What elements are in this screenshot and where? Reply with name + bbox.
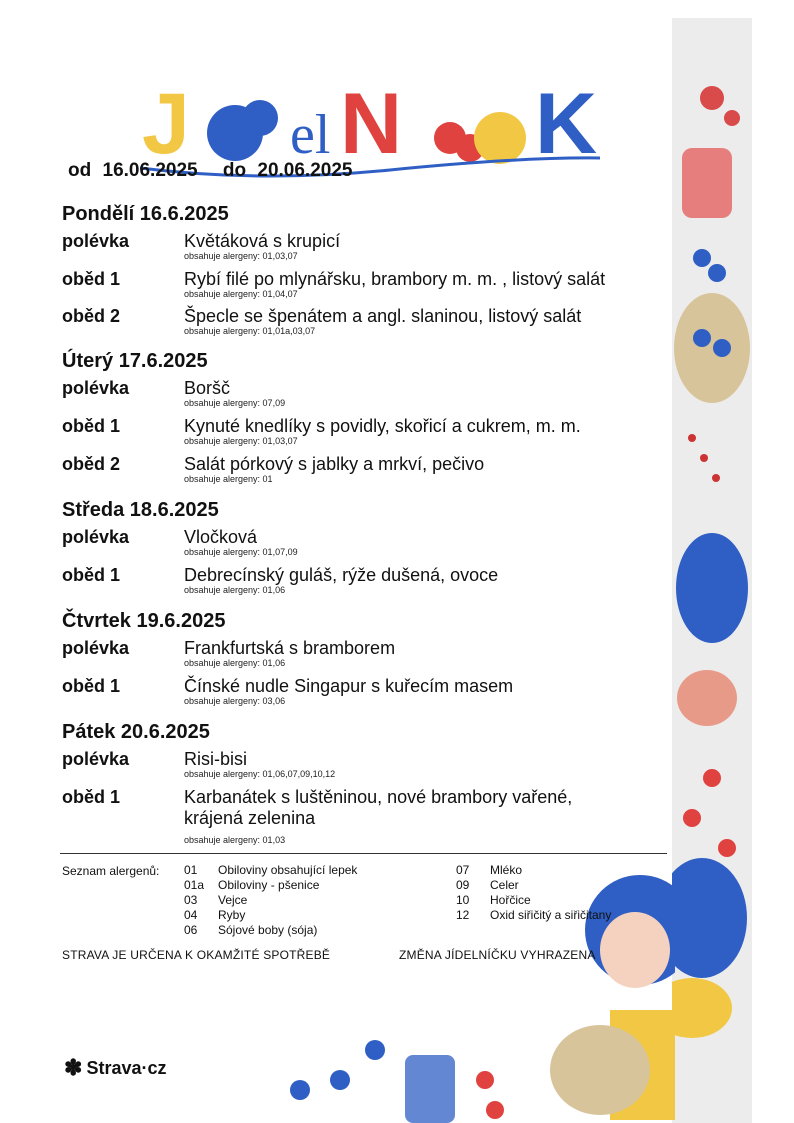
meal-label: oběd 1	[62, 565, 121, 585]
meal-allergens: obsahuje alergeny: 01,03	[184, 835, 286, 845]
meal-label: polévka	[62, 231, 130, 251]
meal-label: oběd 2	[62, 454, 121, 474]
day-title: Čtvrtek 19.6.2025	[62, 610, 226, 632]
meal-name: Kynuté knedlíky s povidly, skořicí a cukrem, m. m.	[184, 416, 581, 436]
meal-name: Boršč	[184, 378, 231, 398]
meal-name: Karbanátek s luštěninou, nové brambory vařené, krájená zelenina	[184, 787, 573, 828]
allergen-list-title: Seznam alergenů:	[62, 864, 160, 878]
svg-text:J: J	[142, 76, 190, 172]
meal-name: Frankfurtská s bramborem	[184, 638, 396, 658]
day-title: Pondělí 16.6.2025	[62, 203, 229, 225]
meal-allergens: obsahuje alergeny: 01,03,07	[184, 251, 298, 261]
flower-icon: ✽	[64, 1055, 83, 1080]
meal-name: Čínské nudle Singapur s kuřecím masem	[184, 676, 514, 696]
meal-allergens: obsahuje alergeny: 01,07,09	[184, 547, 298, 557]
day-title: Úterý 17.6.2025	[62, 350, 208, 372]
meal-name: Risi-bisi	[184, 749, 247, 769]
meal-name: Salát pórkový s jablky a mrkví, pečivo	[184, 454, 485, 474]
allergen-name: Vejce	[218, 893, 248, 907]
day-title: Středa 18.6.2025	[62, 499, 219, 521]
svg-text:el: el	[290, 104, 331, 166]
allergen-code: 09	[456, 878, 470, 892]
allergen-name: Ryby	[218, 908, 246, 922]
divider	[60, 853, 667, 854]
meal-allergens: obsahuje alergeny: 01,04,07	[184, 289, 298, 299]
from-label: od	[68, 160, 92, 181]
meal-label: oběd 1	[62, 416, 121, 436]
meal-label: polévka	[62, 378, 130, 398]
meal-name: Debrecínský guláš, rýže dušená, ovoce	[184, 565, 499, 585]
brand-name: Strava·cz	[86, 1057, 167, 1078]
meal-allergens: obsahuje alergeny: 03,06	[184, 696, 286, 706]
allergen-code: 10	[456, 893, 470, 907]
meal-allergens: obsahuje alergeny: 01,06	[184, 658, 286, 668]
allergen-code: 12	[456, 908, 470, 922]
meal-label: oběd 1	[62, 787, 121, 807]
meal-name: Rybí filé po mlynářsku, brambory m. m. , listový salát	[184, 269, 606, 289]
meal-allergens: obsahuje alergeny: 07,09	[184, 398, 286, 408]
from-date: 16.06.2025	[102, 160, 198, 181]
meal-label: oběd 2	[62, 306, 121, 326]
svg-text:K: K	[535, 76, 598, 172]
meal-allergens: obsahuje alergeny: 01,01a,03,07	[184, 326, 316, 336]
meal-allergens: obsahuje alergeny: 01,03,07	[184, 436, 298, 446]
meal-label: oběd 1	[62, 676, 121, 696]
allergen-name: Obiloviny obsahující lepek	[218, 863, 358, 877]
menu-change-note: ZMĚNA JÍDELNÍČKU VYHRAZENA	[399, 948, 596, 962]
allergen-code: 01	[184, 863, 198, 877]
date-range	[68, 160, 358, 182]
allergen-name: Oxid siřičitý a siřičitany	[490, 908, 612, 922]
allergen-code: 07	[456, 863, 470, 877]
meal-label: oběd 1	[62, 269, 121, 289]
decorative-illustration	[672, 18, 752, 1123]
to-date: 20.06.2025	[257, 160, 353, 181]
meal-allergens: obsahuje alergeny: 01,06,07,09,10,12	[184, 769, 336, 779]
svg-text:N: N	[340, 76, 403, 172]
meal-name: Vločková	[184, 527, 258, 547]
meal-name: Květáková s krupicí	[184, 231, 341, 251]
meal-name: Špecle se špenátem a angl. slaninou, listový salát	[184, 306, 582, 326]
day-title: Pátek 20.6.2025	[62, 721, 210, 743]
meal-label: polévka	[62, 527, 130, 547]
allergen-name: Sójové boby (sója)	[218, 923, 318, 937]
blueberries-jar-illustration	[280, 1030, 510, 1123]
meal-allergens: obsahuje alergeny: 01	[184, 474, 273, 484]
allergen-code: 06	[184, 923, 198, 937]
allergen-name: Obiloviny - pšenice	[218, 878, 320, 892]
allergen-code: 04	[184, 908, 198, 922]
allergen-code: 03	[184, 893, 198, 907]
allergen-name: Celer	[490, 878, 519, 892]
meal-label: polévka	[62, 749, 130, 769]
strava-brand	[64, 1055, 166, 1081]
allergen-name: Hořčice	[490, 893, 531, 907]
consumption-note: STRAVA JE URČENA K OKAMŽITÉ SPOTŘEBĚ	[62, 948, 331, 962]
meal-label: polévka	[62, 638, 130, 658]
to-label: do	[222, 160, 247, 181]
allergen-name: Mléko	[490, 863, 523, 877]
allergen-code: 01a	[184, 878, 205, 892]
meal-allergens: obsahuje alergeny: 01,06	[184, 585, 286, 595]
